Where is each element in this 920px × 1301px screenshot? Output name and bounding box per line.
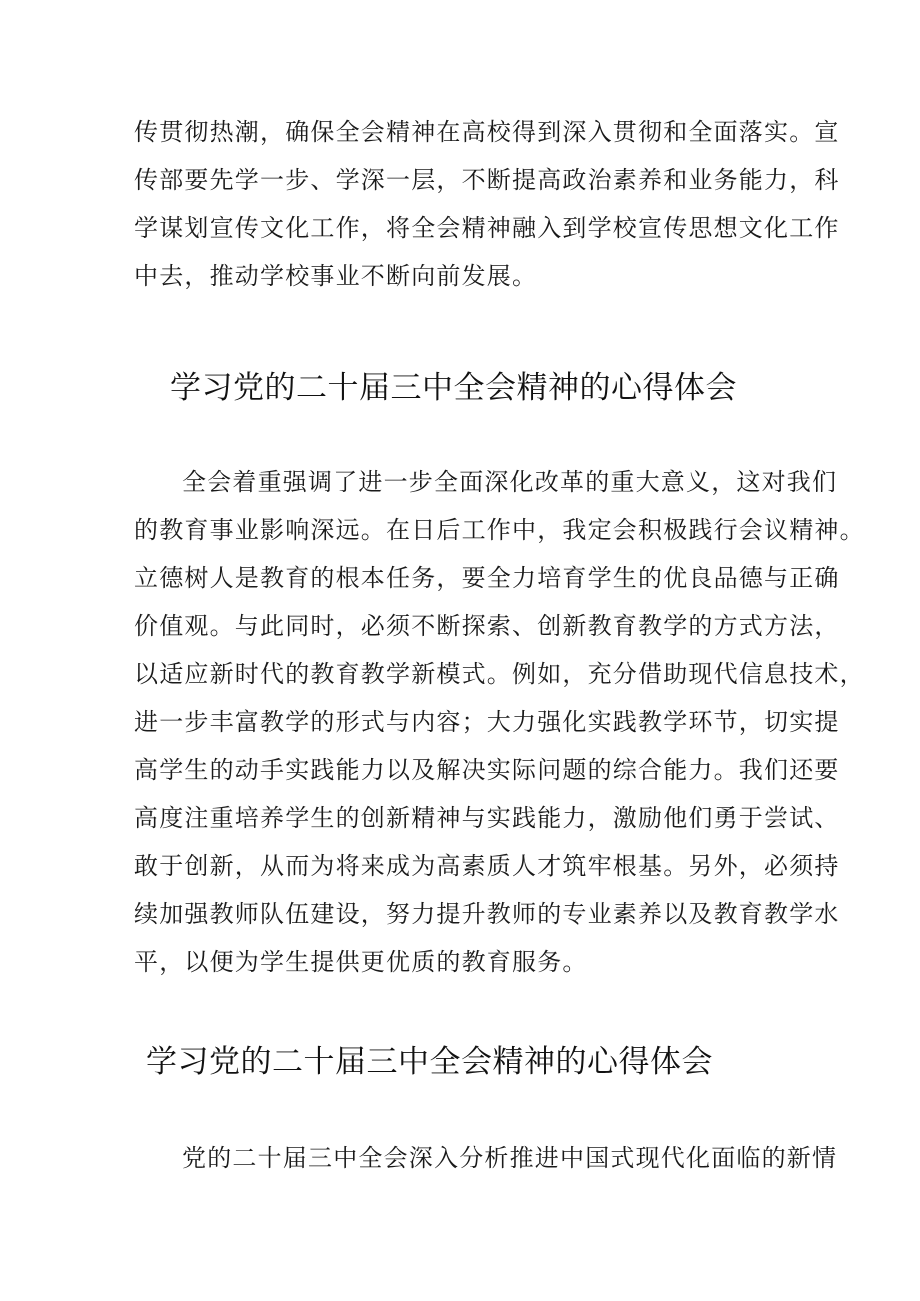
- paragraph-line: 高学生的动手实践能力以及解决实际问题的综合能力。我们还要: [134, 756, 840, 784]
- paragraph-line: 进一步丰富教学的形式与内容；大力强化实践教学环节，切实提: [134, 708, 840, 736]
- paragraph-line: 的教育事业影响深远。在日后工作中，我定会积极践行会议精神。: [134, 516, 865, 544]
- section-title: 学习党的二十届三中全会精神的心得体会: [146, 1044, 713, 1080]
- paragraph-line: 以适应新时代的教育教学新模式。例如，充分借助现代信息技术，: [134, 660, 865, 688]
- section-title: 学习党的二十届三中全会精神的心得体会: [170, 370, 737, 406]
- paragraph-line: 高度注重培养学生的创新精神与实践能力，激励他们勇于尝试、: [134, 804, 840, 832]
- paragraph-line: 党的二十届三中全会深入分析推进中国式现代化面临的新情: [182, 1144, 838, 1172]
- paragraph-line: 平，以便为学生提供更优质的教育服务。: [134, 948, 588, 976]
- paragraph-line: 敢于创新，从而为将来成为高素质人才筑牢根基。另外，必须持: [134, 852, 840, 880]
- paragraph-line: 学谋划宣传文化工作，将全会精神融入到学校宣传思想文化工作: [134, 214, 840, 242]
- paragraph-line: 传贯彻热潮，确保全会精神在高校得到深入贯彻和全面落实。宣: [134, 118, 840, 146]
- paragraph-line: 续加强教师队伍建设，努力提升教师的专业素养以及教育教学水: [134, 900, 840, 928]
- paragraph-line: 价值观。与此同时，必须不断探索、创新教育教学的方式方法，: [134, 612, 840, 640]
- paragraph-line: 中去，推动学校事业不断向前发展。: [134, 262, 538, 290]
- paragraph-line: 立德树人是教育的根本任务，要全力培育学生的优良品德与正确: [134, 564, 840, 592]
- paragraph-line: 传部要先学一步、学深一层，不断提高政治素养和业务能力，科: [134, 166, 840, 194]
- paragraph-line: 全会着重强调了进一步全面深化改革的重大意义，这对我们: [182, 468, 838, 496]
